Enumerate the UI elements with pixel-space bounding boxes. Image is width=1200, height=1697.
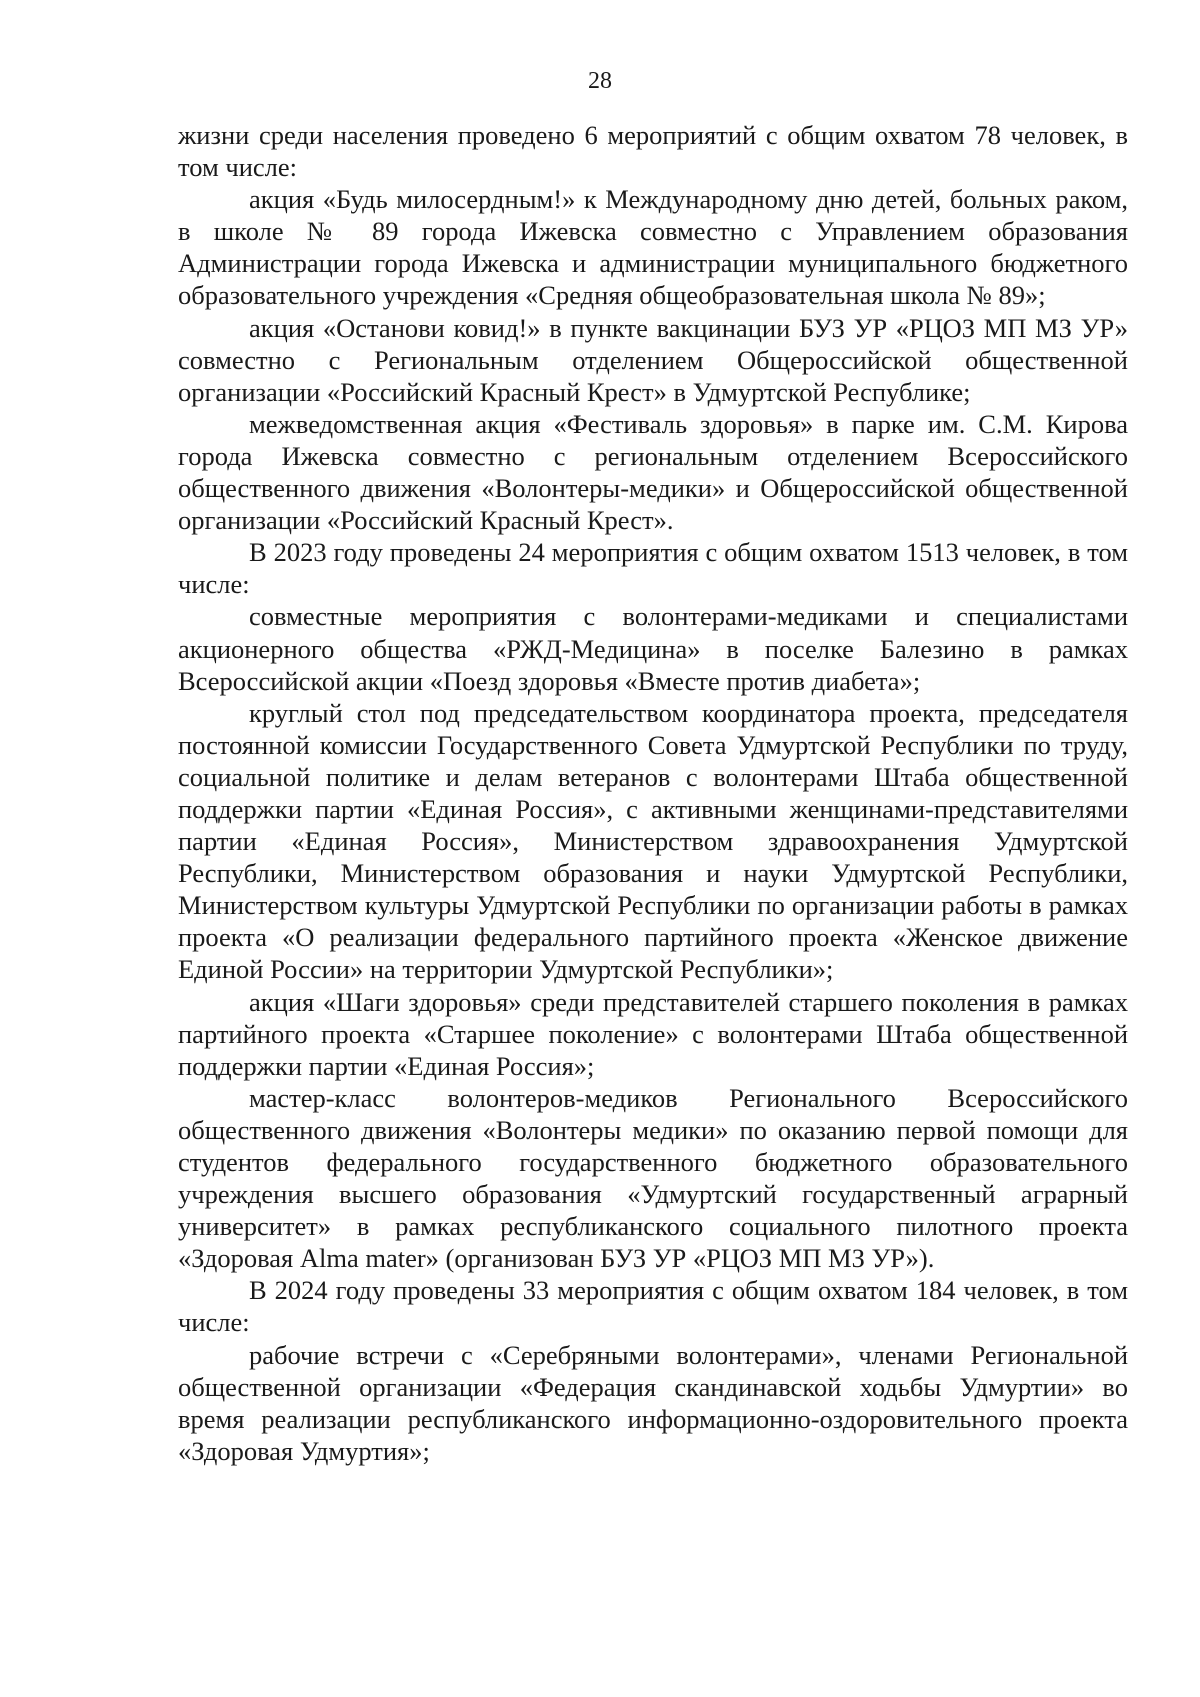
paragraph-year-2024-summary: В 2024 году проведены 33 мероприятия с общим охватом 184 человек, в том числе: [178,1275,1128,1338]
paragraph-round-table: круглый стол под председательством координатора проекта, председателя постоянной комиссии Государственного Совета Удмуртской Республики по труду, социальной политике и делам ветеранов с волонтерами Штаба общественной поддержки партии «Единая Россия», с активными женщинами-представителями партии «Единая Россия», Министерством здравоохранения Удмуртской Республики, Министерством образования и науки Удмуртской Республики, Министерством культуры Удмуртской Республики по организации работы в рамках проекта «О реализации федерального партийного проекта «Женское движение Единой России» на территории Удмуртской Республики»; [178,697,1128,985]
paragraph-steps-of-health: акция «Шаги здоровья» среди представителей старшего поколения в рамках партийного проекта «Старшее поколение» с волонтерами Штаба общественной поддержки партии «Единая Россия»; [178,986,1128,1081]
paragraph-joint-events-rzd: совместные мероприятия с волонтерами-медиками и специалистами акционерного общества «РЖД-Медицина» в поселке Балезино в рамках Всероссийской акции «Поезд здоровья «Вместе против диабета»; [178,601,1128,696]
paragraph-action-stop-covid: акция «Останови ковид!» в пункте вакцинации БУЗ УР «РЦОЗ МП МЗ УР» совместно с Региональным отделением Общероссийской общественной организации «Российский Красный Крест» в Удмуртской Республике; [178,312,1128,407]
document-body [178,119,1128,1467]
paragraph-master-class: мастер-класс волонтеров-медиков Регионального Всероссийского общественного движения «Волонтеры медики» по оказанию первой помощи для студентов федерального государственного бюджетного образовательного учреждения высшего образования «Удмуртский государственный аграрный университет» в рамках республиканского социального пилотного проекта «Здоровая Alma mater» (организован БУЗ УР «РЦОЗ МП МЗ УР»). [178,1082,1128,1274]
paragraph-action-be-merciful: акция «Будь милосердным!» к Международному дню детей, больных раком, в школе № 89 города Ижевска совместно с Управлением образования Администрации города Ижевска и администрации муниципального бюджетного образовательного учреждения «Средняя общеобразовательная школа № 89»; [178,184,1128,311]
paragraph-health-festival: межведомственная акция «Фестиваль здоровья» в парке им. С.М. Кирова города Ижевска совместно с региональным отделением Всероссийского общественного движения «Волонтеры-медики» и Общероссийской общественной организации «Российский Красный Крест». [178,408,1128,536]
paragraph-silver-volunteers: рабочие встречи с «Серебряными волонтерами», членами Региональной общественной организации «Федерация скандинавской ходьбы Удмуртии» во время реализации республиканского информационно-оздоровительного проекта «Здоровая Удмуртия»; [178,1339,1128,1466]
paragraph-year-2023-summary: В 2023 году проведены 24 мероприятия с общим охватом 1513 человек, в том числе: [178,537,1128,600]
page-number: 28 [588,68,612,94]
paragraph-continuation: жизни среди населения проведено 6 мероприятий с общим охватом 78 человек, в том числе: [178,120,1128,183]
